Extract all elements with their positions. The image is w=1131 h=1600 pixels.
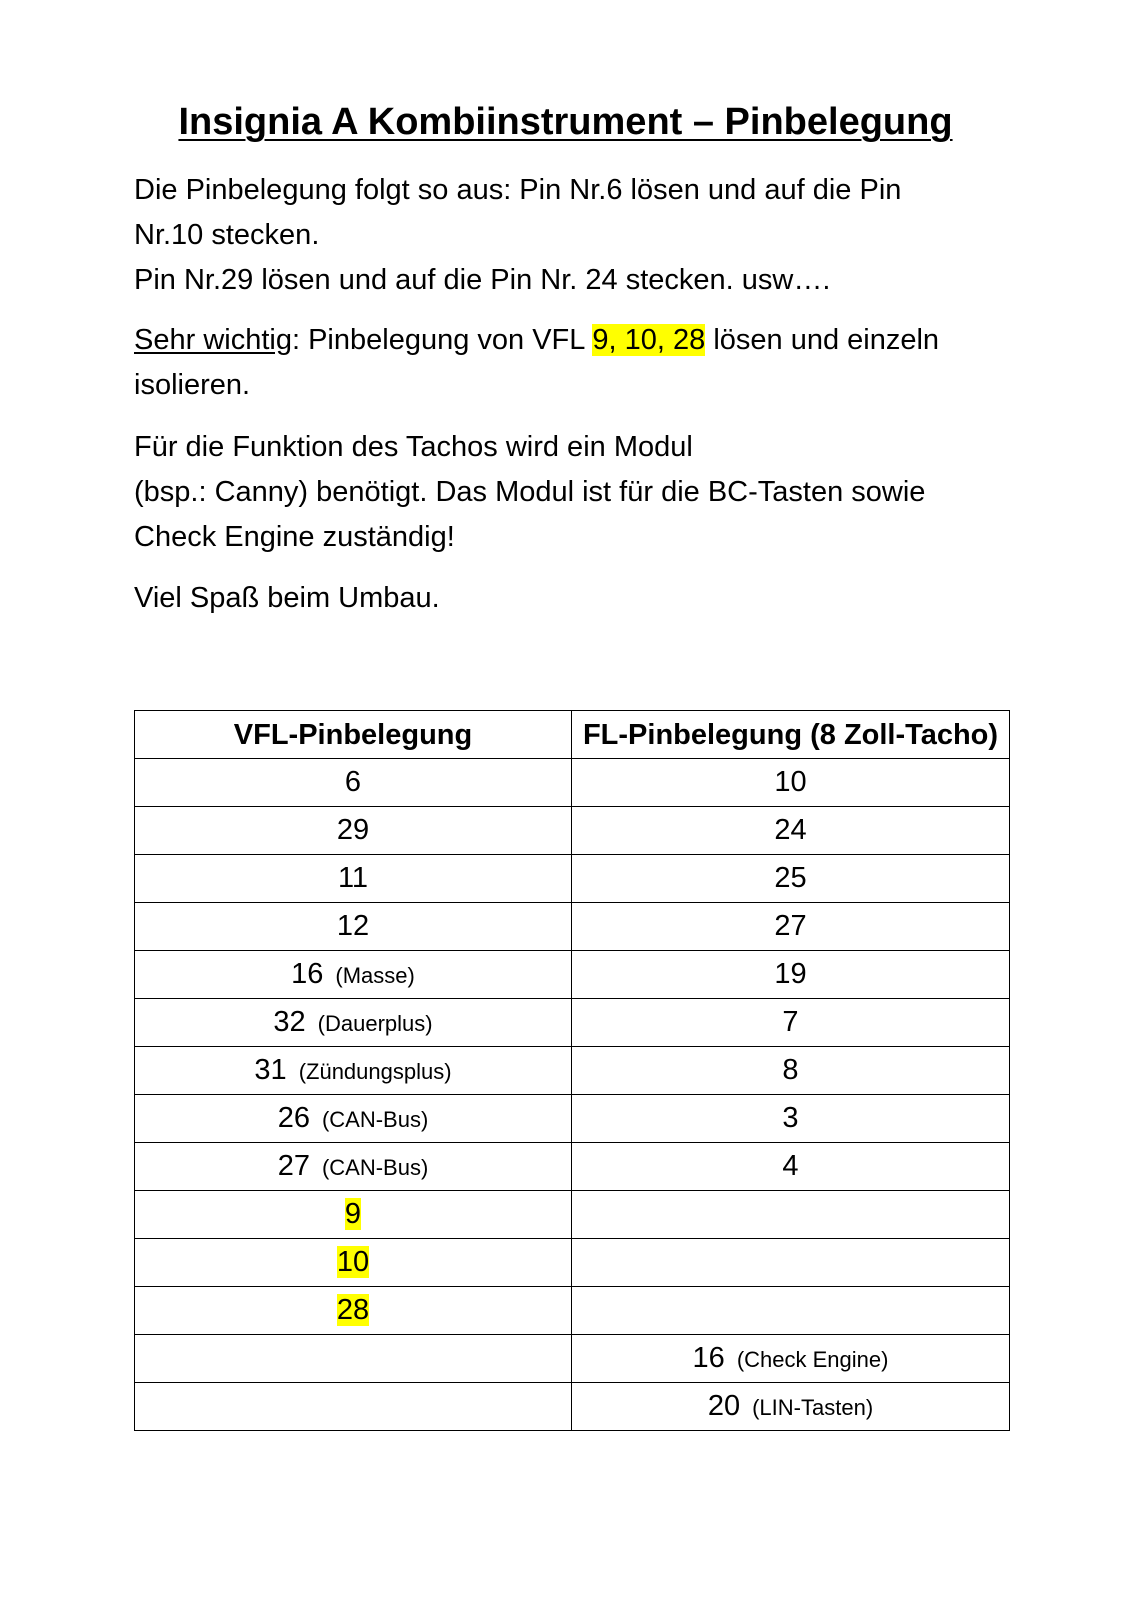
cell-fl (572, 1287, 1010, 1335)
cell-vfl (135, 1383, 572, 1431)
module-paragraph (134, 425, 1014, 560)
vfl-pin-note: (CAN-Bus) (321, 1154, 429, 1180)
vfl-pin: 16 (291, 957, 324, 990)
intro-line-2: Nr.10 stecken. (134, 219, 320, 251)
cell-fl (572, 1047, 1010, 1095)
vfl-pin: 29 (336, 813, 370, 846)
table-row (135, 951, 1010, 999)
warning-paragraph (134, 318, 1014, 408)
vfl-pin: 9 (344, 1197, 362, 1230)
pin-mapping-table (134, 710, 1010, 1431)
cell-fl (572, 1335, 1010, 1383)
vfl-pin-note: (Masse) (335, 962, 415, 988)
closing-paragraph: Viel Spaß beim Umbau. (134, 582, 440, 614)
cell-fl (572, 903, 1010, 951)
warning-line-2: isolieren. (134, 369, 251, 401)
fl-pin: 3 (782, 1101, 799, 1134)
fl-pin: 16 (692, 1341, 725, 1374)
fl-pin: 24 (774, 813, 807, 846)
cell-vfl (135, 999, 572, 1047)
fl-pin: 10 (774, 765, 807, 798)
fl-pin: 8 (782, 1053, 799, 1086)
cell-fl (572, 1143, 1010, 1191)
document-title: Insignia A Kombiinstrument – Pinbelegung (178, 101, 953, 143)
cell-vfl (135, 1191, 572, 1239)
cell-vfl (135, 903, 572, 951)
cell-vfl (135, 1047, 572, 1095)
cell-fl (572, 759, 1010, 807)
header-fl: FL-Pinbelegung (8 Zoll-Tacho) (572, 711, 1010, 759)
table-row (135, 1095, 1010, 1143)
cell-vfl (135, 855, 572, 903)
intro-line-3: Pin Nr.29 lösen und auf die Pin Nr. 24 stecken. usw…. (134, 264, 831, 296)
cell-vfl (135, 951, 572, 999)
cell-fl (572, 999, 1010, 1047)
table-row (135, 855, 1010, 903)
vfl-pin-note: (Dauerplus) (317, 1010, 433, 1036)
table-header-row (135, 711, 1010, 759)
vfl-pin: 31 (254, 1053, 287, 1086)
cell-fl (572, 1383, 1010, 1431)
cell-vfl (135, 759, 572, 807)
cell-fl (572, 1095, 1010, 1143)
vfl-pin: 6 (344, 765, 362, 798)
cell-vfl (135, 1335, 572, 1383)
warning-label: Sehr wichtig (134, 324, 292, 356)
fl-pin: 20 (707, 1389, 741, 1422)
table-row (135, 1047, 1010, 1095)
vfl-pin: 10 (336, 1245, 370, 1278)
vfl-pin: 12 (336, 909, 370, 942)
table-row (135, 1191, 1010, 1239)
cell-fl (572, 1239, 1010, 1287)
cell-vfl (135, 1239, 572, 1287)
vfl-pin-note: (Zündungsplus) (298, 1058, 452, 1084)
vfl-pin: 26 (277, 1101, 310, 1134)
warning-text-end: lösen und einzeln (705, 324, 940, 356)
table-row (135, 1143, 1010, 1191)
table-row (135, 807, 1010, 855)
module-line-2: (bsp.: Canny) benötigt. Das Modul ist für die BC-Tasten sowie (134, 476, 926, 508)
intro-paragraph (134, 168, 1014, 303)
warning-highlighted-pins: 9, 10, 28 (592, 324, 706, 356)
table-row (135, 999, 1010, 1047)
vfl-pin: 11 (337, 861, 369, 894)
cell-fl (572, 951, 1010, 999)
fl-pin-note: (LIN-Tasten) (752, 1394, 874, 1420)
cell-fl (572, 807, 1010, 855)
vfl-pin: 32 (273, 1005, 306, 1038)
fl-pin: 25 (774, 861, 807, 894)
table-row (135, 759, 1010, 807)
module-line-1: Für die Funktion des Tachos wird ein Modul (134, 431, 693, 463)
fl-pin-note: (Check Engine) (736, 1346, 889, 1372)
fl-pin: 27 (774, 909, 807, 942)
table-row (135, 1383, 1010, 1431)
vfl-pin: 28 (336, 1293, 370, 1326)
cell-fl (572, 1191, 1010, 1239)
vfl-pin: 27 (277, 1149, 310, 1182)
cell-vfl (135, 1095, 572, 1143)
fl-pin: 4 (782, 1149, 799, 1182)
cell-vfl (135, 807, 572, 855)
header-vfl: VFL-Pinbelegung (135, 711, 572, 759)
warning-text-start: : Pinbelegung von VFL (291, 324, 593, 356)
fl-pin: 7 (782, 1005, 799, 1038)
table-row (135, 903, 1010, 951)
vfl-pin-note: (CAN-Bus) (321, 1106, 429, 1132)
cell-vfl (135, 1287, 572, 1335)
cell-fl (572, 855, 1010, 903)
fl-pin: 19 (774, 957, 807, 990)
table-row (135, 1335, 1010, 1383)
table-row (135, 1287, 1010, 1335)
table-row (135, 1239, 1010, 1287)
module-line-3: Check Engine zuständig! (134, 521, 455, 553)
cell-vfl (135, 1143, 572, 1191)
table-body (135, 759, 1010, 1431)
intro-line-1: Die Pinbelegung folgt so aus: Pin Nr.6 lösen und auf die Pin (134, 174, 902, 206)
